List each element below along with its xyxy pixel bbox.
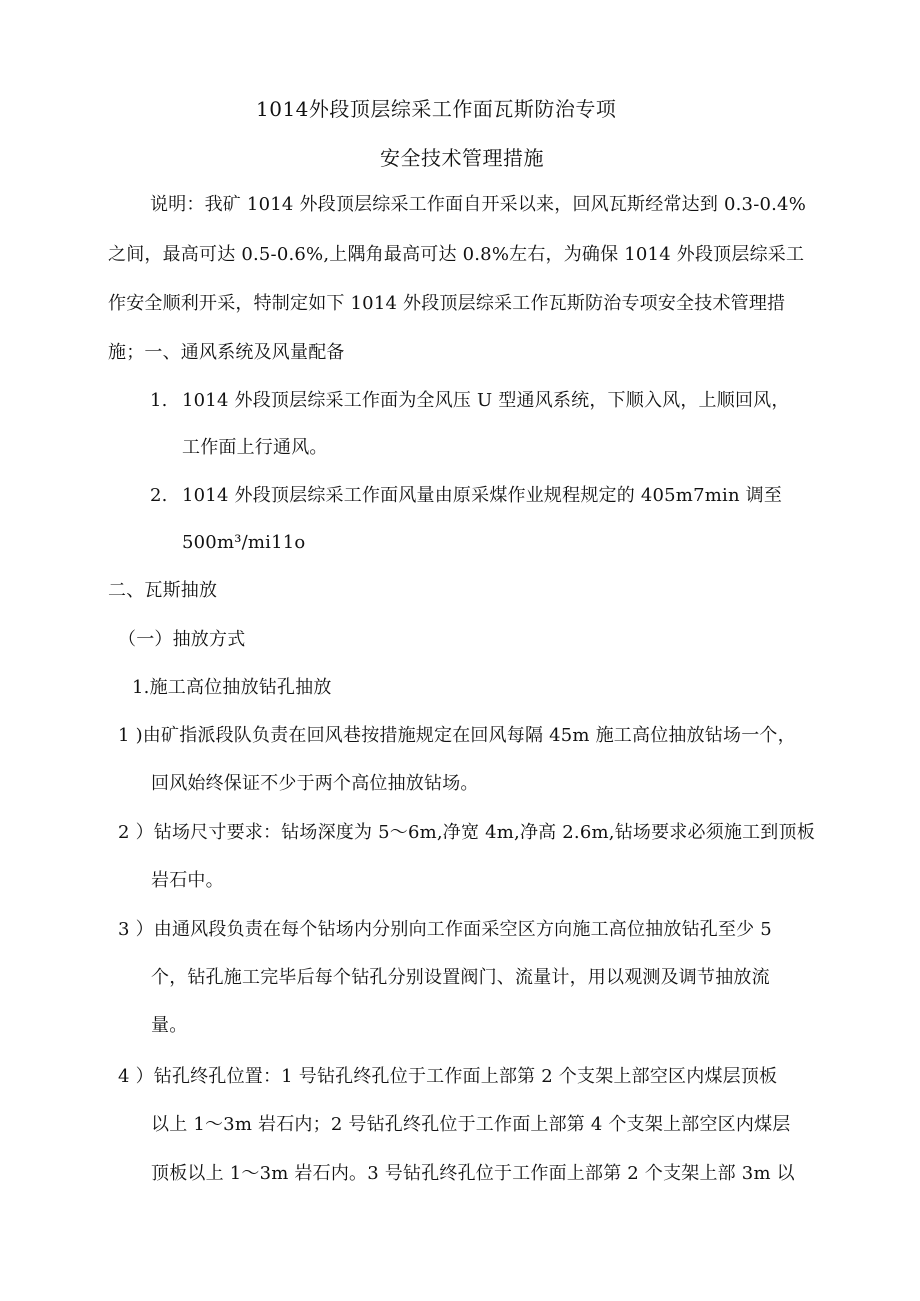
item-2-line-2: 岩石中。 [151,870,224,891]
intro-line-1: 说明：我矿 1014 外段顶层综采工作面自开采以来，回风瓦斯经常达到 0.3-0.4% [150,194,807,215]
vent-item-1-line-2: 工作面上行通风。 [182,437,328,458]
vent-item-1-number: 1. [150,390,168,411]
vent-item-1-line-1: 1014 外段顶层综采工作面为全风压 U 型通风系统，下顺入风，上顺回风， [182,390,790,411]
doc-title-line-2: 安全技术管理措施 [380,146,544,170]
item-4-line-1: 4 ）钻孔终孔位置：1 号钻孔终孔位于工作面上部第 2 个支架上部空区内煤层顶板 [118,1066,778,1087]
doc-title-line-1: 1014外段顶层综采工作面瓦斯防治专项 [256,97,617,121]
item-3-line-2: 个，钻孔施工完毕后每个钻孔分别设置阀门、流量计，用以观测及调节抽放流 [151,967,770,988]
item-4-line-2: 以上 1～3m 岩石内；2 号钻孔终孔位于工作面上部第 4 个支架上部空区内煤层 [151,1114,791,1135]
vent-item-2-line-2: 500m³∕mi11o [182,532,306,553]
intro-line-3: 作安全顺利开采，特制定如下 1014 外段顶层综采工作瓦斯防治专项安全技术管理措 [108,293,786,314]
item-1-line-2: 回风始终保证不少于两个高位抽放钻场。 [151,773,479,794]
section-2-heading: 二、瓦斯抽放 [108,580,218,601]
intro-line-2: 之间，最高可达 0.5-0.6%,上隅角最高可达 0.8%左右，为确保 1014 外段顶层综采工 [108,244,805,265]
item-2-line-1: 2 ）钻场尺寸要求：钻场深度为 5～6m,净宽 4m,净高 2.6m,钻场要求必须施工到顶板 [118,822,815,843]
item-4-line-3: 顶板以上 1～3m 岩石内。3 号钻孔终孔位于工作面上部第 2 个支架上部 3m 以 [151,1163,795,1184]
item-3-line-1: 3 ）由通风段负责在每个钻场内分别向工作面采空区方向施工高位抽放钻孔至少 5 [118,919,772,940]
section-2-subheading: （一）抽放方式 [118,629,246,650]
item-1-line-1: 1 )由矿指派段队负责在回风巷按措施规定在回风每隔 45m 施工高位抽放钻场一个， [118,725,796,746]
intro-line-4: 施；一、通风系统及风量配备 [108,342,345,363]
vent-item-2-number: 2. [150,485,168,506]
vent-item-2-line-1: 1014 外段顶层综采工作面风量由原采煤作业规程规定的 405m7min 调至 [182,485,783,506]
method-1-heading: 1.施工高位抽放钻孔抽放 [132,677,332,698]
item-3-line-3: 量。 [151,1015,188,1036]
